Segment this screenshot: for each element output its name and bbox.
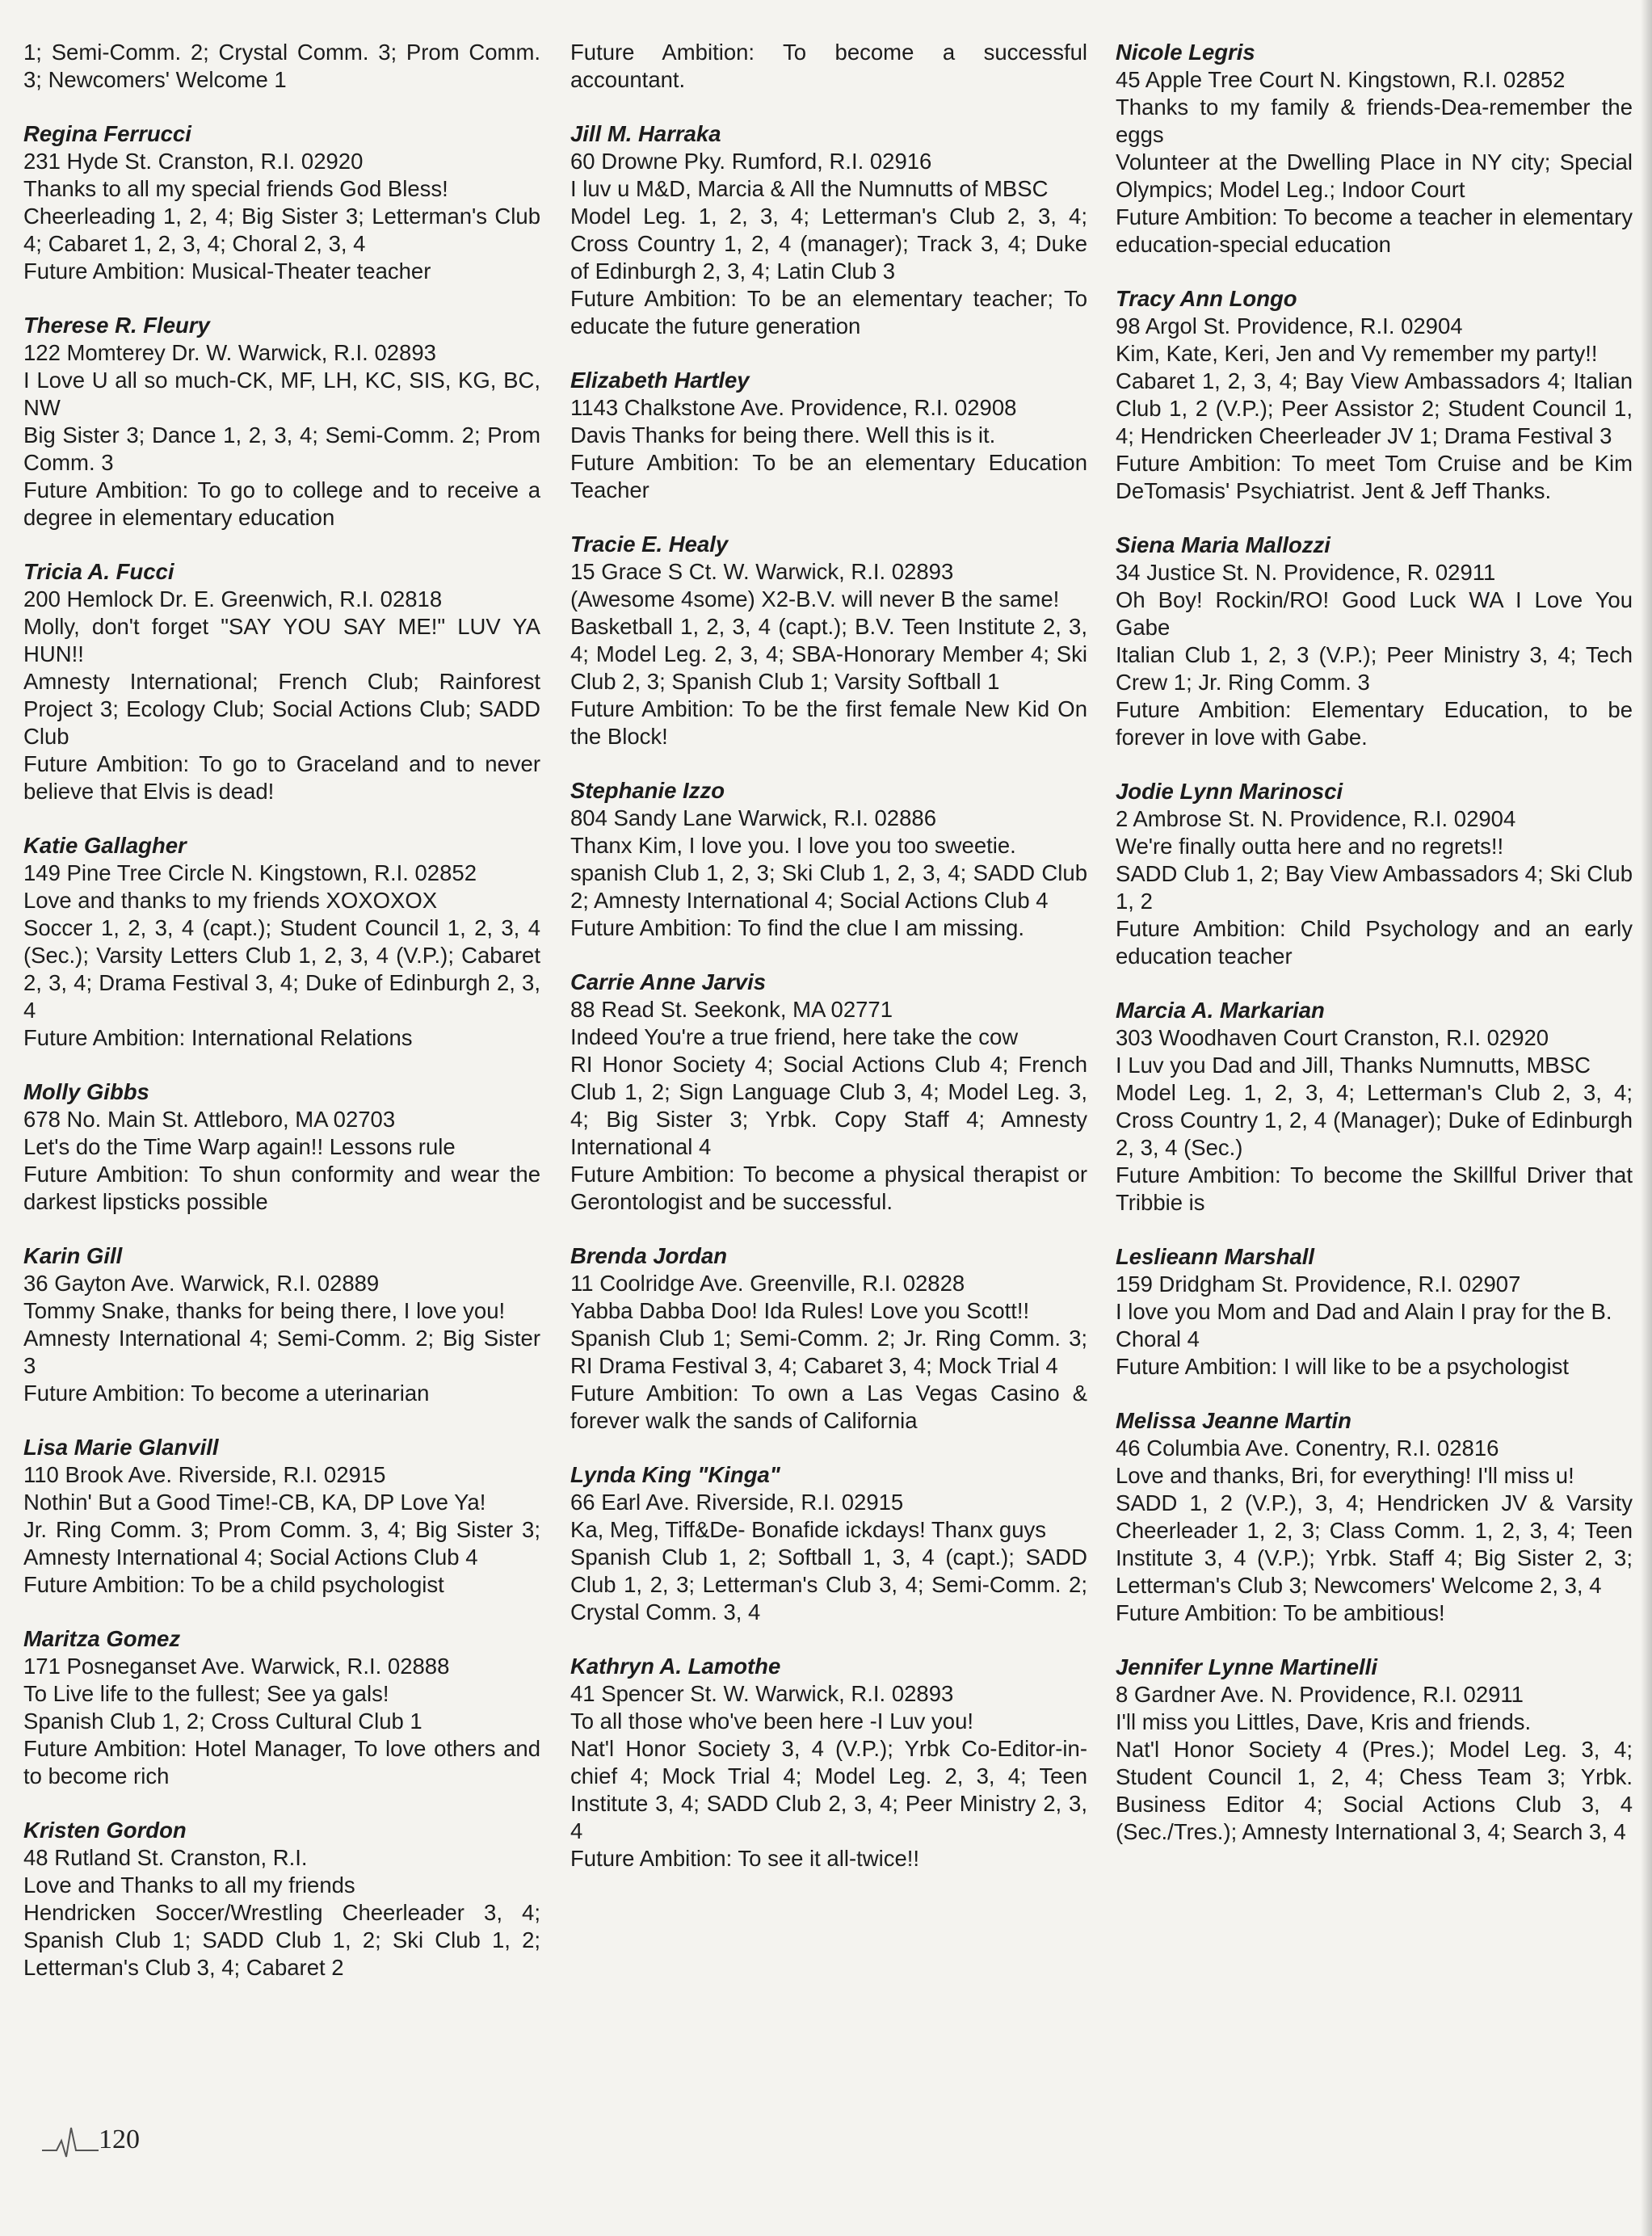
entry-line: I'll miss you Littles, Dave, Kris and friends. bbox=[1116, 1709, 1532, 1734]
entry-line: Love and Thanks to all my friends bbox=[23, 1872, 355, 1898]
senior-entry bbox=[570, 1461, 1087, 1626]
entry-line: Jr. Ring Comm. 3; Prom Comm. 3, 4; Big Sister 3; Amnesty International 4; Social Actions Club 4 bbox=[23, 1517, 540, 1570]
entry-line: Model Leg. 1, 2, 3, 4; Letterman's Club 2, 3, 4; Cross Country 1, 2, 4 (Manager); Duke of Edinburgh 2, 3, 4 (Sec.) bbox=[1116, 1080, 1633, 1160]
student-name: Karin Gill bbox=[23, 1243, 123, 1268]
senior-entry bbox=[23, 832, 540, 1052]
entry-line: Choral 4 bbox=[1116, 1326, 1200, 1351]
student-name: Lynda King "Kinga" bbox=[570, 1462, 780, 1487]
column-2 bbox=[570, 39, 1087, 1899]
entry-line: 34 Justice St. N. Providence, R. 02911 bbox=[1116, 560, 1496, 585]
column-3 bbox=[1116, 39, 1633, 1872]
senior-entry bbox=[570, 1653, 1087, 1872]
entry-line: RI Honor Society 4; Social Actions Club 4; French Club 1, 2; Sign Language Club 3, 4; Model Leg. 3, 4; Big Sister 3; Yrbk. Copy Staff 4; Amnesty International 4 bbox=[570, 1052, 1087, 1159]
entry-line: Volunteer at the Dwelling Place in NY city; Special Olympics; Model Leg.; Indoor Court bbox=[1116, 149, 1633, 202]
student-name: Stephanie Izzo bbox=[570, 778, 725, 803]
entry-line: Future Ambition: To be a child psychologist bbox=[23, 1572, 444, 1597]
entry-line: 678 No. Main St. Attleboro, MA 02703 bbox=[23, 1107, 396, 1132]
entry-line: Thanks to my family & friends-Dea-remember the eggs bbox=[1116, 95, 1633, 147]
student-name: Therese R. Fleury bbox=[23, 313, 210, 338]
column-1 bbox=[23, 39, 540, 2008]
entry-line: Future Ambition: To own a Las Vegas Casino & forever walk the sands of California bbox=[570, 1381, 1087, 1433]
entry-line: Future Ambition: To become a uterinarian bbox=[23, 1381, 430, 1406]
entry-line: 60 Drowne Pky. Rumford, R.I. 02916 bbox=[570, 149, 932, 174]
senior-entry bbox=[23, 558, 540, 805]
entry-line: Amnesty International 4; Semi-Comm. 2; Big Sister 3 bbox=[23, 1326, 540, 1378]
entry-line: Future Ambition: To be an elementary Education Teacher bbox=[570, 450, 1087, 502]
entry-line: 804 Sandy Lane Warwick, R.I. 02886 bbox=[570, 805, 936, 830]
entry-line: Model Leg. 1, 2, 3, 4; Letterman's Club 2, 3, 4; Cross Country 1, 2, 4 (manager); Track 3, 4; Duke of Edinburgh 2, 3, 4; Latin Club 3 bbox=[570, 204, 1087, 284]
senior-entry bbox=[23, 1625, 540, 1790]
entry-line: Future Ambition: Musical-Theater teacher bbox=[23, 258, 431, 284]
entry-line: I Luv you Dad and Jill, Thanks Numnutts, MBSC bbox=[1116, 1053, 1591, 1078]
student-name: Brenda Jordan bbox=[570, 1243, 728, 1268]
student-name: Kathryn A. Lamothe bbox=[570, 1654, 781, 1679]
senior-entry bbox=[570, 367, 1087, 504]
entry-line: 15 Grace S Ct. W. Warwick, R.I. 02893 bbox=[570, 559, 954, 584]
entry-line: Cabaret 1, 2, 3, 4; Bay View Ambassadors 4; Italian Club 1, 2 (V.P.); Peer Assistor 2; Student Council 1, 4; Hendricken Cheerleader JV 1; Drama Festival 3 bbox=[1116, 368, 1633, 448]
entry-line: Future Ambition: I will like to be a psychologist bbox=[1116, 1354, 1569, 1379]
entry-line: Molly, don't forget "SAY YOU SAY ME!" LUV YA HUN!! bbox=[23, 614, 540, 666]
entry-line: Nat'l Honor Society 3, 4 (V.P.); Yrbk Co-Editor-in-chief 4; Mock Trial 4; Model Leg. 2, 3, 4; Teen Institute 3, 4; SADD Club 2, 3, 4; Peer Ministry 2, 3, 4 bbox=[570, 1736, 1087, 1843]
entry-line: Love and thanks to my friends XOXOXOX bbox=[23, 888, 438, 913]
entry-line: Tommy Snake, thanks for being there, I love you! bbox=[23, 1298, 506, 1323]
entry-line: Future Ambition: Child Psychology and an early education teacher bbox=[1116, 916, 1633, 969]
student-name: Jennifer Lynne Martinelli bbox=[1116, 1654, 1377, 1679]
entry-line: Future Ambition: To become a teacher in elementary education-special education bbox=[1116, 204, 1633, 257]
entry-line: Future Ambition: To go to Graceland and to never believe that Elvis is dead! bbox=[23, 751, 540, 804]
entry-line: Future Ambition: To be ambitious! bbox=[1116, 1600, 1445, 1625]
senior-entry bbox=[570, 777, 1087, 942]
entry-line: Future Ambition: Elementary Education, to be forever in love with Gabe. bbox=[1116, 697, 1633, 750]
entry-line: Spanish Club 1, 2; Cross Cultural Club 1 bbox=[23, 1709, 422, 1734]
entry-line: Yabba Dabba Doo! Ida Rules! Love you Scott!! bbox=[570, 1298, 1030, 1323]
entry-line: Hendricken Soccer/Wrestling Cheerleader 3, 4; Spanish Club 1; SADD Club 1, 2; Ski Club 1, 2; Letterman's Club 3, 4; Cabaret 2 bbox=[23, 1900, 540, 1980]
entry-line: Kim, Kate, Keri, Jen and Vy remember my party!! bbox=[1116, 341, 1598, 366]
entry-line: 303 Woodhaven Court Cranston, R.I. 02920 bbox=[1116, 1025, 1549, 1050]
student-name: Molly Gibbs bbox=[23, 1079, 149, 1104]
student-name: Siena Maria Mallozzi bbox=[1116, 532, 1330, 557]
entry-line: 231 Hyde St. Cranston, R.I. 02920 bbox=[23, 149, 364, 174]
entry-line: 48 Rutland St. Cranston, R.I. bbox=[23, 1845, 308, 1870]
senior-entry bbox=[23, 312, 540, 532]
entry-line: SADD Club 1, 2; Bay View Ambassadors 4; Ski Club 1, 2 bbox=[1116, 861, 1633, 914]
entry-line: 122 Momterey Dr. W. Warwick, R.I. 02893 bbox=[23, 340, 436, 365]
entry-line: Amnesty International; French Club; Rainforest Project 3; Ecology Club; Social Actions Club; SADD Club bbox=[23, 669, 540, 749]
student-name: Tracie E. Healy bbox=[570, 532, 729, 557]
senior-entry bbox=[1116, 532, 1633, 751]
entry-line: Basketball 1, 2, 3, 4 (capt.); B.V. Teen Institute 2, 3, 4; Model Leg. 2, 3, 4; SBA-Honorary Member 4; Ski Club 2, 3; Spanish Club 1; Varsity Softball 1 bbox=[570, 614, 1087, 694]
entry-line: Cheerleading 1, 2, 4; Big Sister 3; Letterman's Club 4; Cabaret 1, 2, 3, 4; Choral 2, 3, 4 bbox=[23, 204, 540, 256]
entry-line: Soccer 1, 2, 3, 4 (capt.); Student Council 1, 2, 3, 4 (Sec.); Varsity Letters Club 1, 2, 3, 4 (V.P.); Cabaret 2, 3, 4; Drama Festival 3, 4; Duke of Edinburgh 2, 3, 4 bbox=[23, 915, 540, 1023]
student-name: Lisa Marie Glanvill bbox=[23, 1435, 219, 1460]
entry-line: To all those who've been here -I Luv you! bbox=[570, 1709, 974, 1734]
entry-line: We're finally outta here and no regrets!! bbox=[1116, 834, 1504, 859]
entry-line: Future Ambition: To become a physical therapist or Gerontologist and be successful. bbox=[570, 1162, 1087, 1214]
entry-line: 98 Argol St. Providence, R.I. 02904 bbox=[1116, 313, 1463, 338]
entry-line: Future Ambition: To be the first female New Kid On the Block! bbox=[570, 696, 1087, 749]
senior-entry bbox=[23, 39, 540, 94]
senior-entry bbox=[23, 120, 540, 285]
entry-line: 200 Hemlock Dr. E. Greenwich, R.I. 02818 bbox=[23, 586, 443, 612]
entry-line: 41 Spencer St. W. Warwick, R.I. 02893 bbox=[570, 1681, 954, 1706]
senior-entry bbox=[570, 531, 1087, 750]
senior-entry bbox=[23, 1434, 540, 1599]
entry-line: Nat'l Honor Society 4 (Pres.); Model Leg. 3, 4; Student Council 1, 2, 4; Chess Team 3; Yrbk. Business Editor 4; Social Actions Club 3, 4 (Sec./Tres.); Amnesty International 3, 4; Search 3, 4 bbox=[1116, 1737, 1633, 1844]
page-edge-shadow bbox=[1641, 0, 1652, 2236]
entry-line: Future Ambition: To shun conformity and wear the darkest lipsticks possible bbox=[23, 1162, 540, 1214]
senior-entry bbox=[570, 1242, 1087, 1435]
student-name: Carrie Anne Jarvis bbox=[570, 969, 767, 994]
student-name: Elizabeth Hartley bbox=[570, 368, 750, 393]
heartbeat-line-icon bbox=[42, 2120, 99, 2160]
entry-line: Nothin' But a Good Time!-CB, KA, DP Love Ya! bbox=[23, 1490, 486, 1515]
entry-line: (Awesome 4some) X2-B.V. will never B the same! bbox=[570, 586, 1060, 612]
entry-line: Indeed You're a true friend, here take the cow bbox=[570, 1024, 1019, 1049]
entry-line: 2 Ambrose St. N. Providence, R.I. 02904 bbox=[1116, 806, 1516, 831]
entry-line: 11 Coolridge Ave. Greenville, R.I. 02828 bbox=[570, 1271, 965, 1296]
entry-line: Thanks to all my special friends God Bless! bbox=[23, 176, 448, 201]
entry-line: Future Ambition: Hotel Manager, To love others and to become rich bbox=[23, 1736, 540, 1788]
entry-line: Future Ambition: To find the clue I am missing. bbox=[570, 915, 1024, 940]
entry-line: 171 Posneganset Ave. Warwick, R.I. 02888 bbox=[23, 1654, 450, 1679]
entry-line: SADD 1, 2 (V.P.), 3, 4; Hendricken JV & Varsity Cheerleader 1, 2, 3; Class Comm. 1, 2, 3, 4; Teen Institute 3, 4 (V.P.); Yrbk. Staff 4; Big Sister 2, 3; Letterman's Club 3; Newcomers' Welcome 2, 3, 4 bbox=[1116, 1490, 1633, 1598]
entry-line: 66 Earl Ave. Riverside, R.I. 02915 bbox=[570, 1490, 904, 1515]
entry-line: Ka, Meg, Tiff&De- Bonafide ickdays! Thanx guys bbox=[570, 1517, 1047, 1542]
entry-line: Future Ambition: International Relations bbox=[23, 1025, 413, 1050]
entry-line: 149 Pine Tree Circle N. Kingstown, R.I. 02852 bbox=[23, 860, 477, 885]
entry-line: Future Ambition: To be an elementary teacher; To educate the future generation bbox=[570, 286, 1087, 338]
senior-entry bbox=[1116, 39, 1633, 258]
student-name: Jodie Lynn Marinosci bbox=[1116, 779, 1343, 804]
senior-entry bbox=[23, 1242, 540, 1407]
entry-line: 1; Semi-Comm. 2; Crystal Comm. 3; Prom Comm. 3; Newcomers' Welcome 1 bbox=[23, 40, 540, 92]
entry-line: I luv u M&D, Marcia & All the Numnutts of MBSC bbox=[570, 176, 1049, 201]
entry-line: 36 Gayton Ave. Warwick, R.I. 02889 bbox=[23, 1271, 380, 1296]
entry-line: Love and thanks, Bri, for everything! I'll miss u! bbox=[1116, 1463, 1574, 1488]
entry-line: Future Ambition: To see it all-twice!! bbox=[570, 1846, 920, 1871]
senior-entry bbox=[570, 39, 1087, 94]
student-name: Nicole Legris bbox=[1116, 40, 1255, 65]
page-number-block bbox=[42, 2120, 140, 2160]
senior-entry bbox=[23, 1078, 540, 1216]
entry-line: Spanish Club 1, 2; Softball 1, 3, 4 (capt.); SADD Club 1, 2, 3; Letterman's Club 3, 4; Semi-Comm. 2; Crystal Comm. 3, 4 bbox=[570, 1545, 1087, 1624]
entry-line: spanish Club 1, 2, 3; Ski Club 1, 2, 3, 4; SADD Club 2; Amnesty International 4; Social Actions Club 4 bbox=[570, 860, 1087, 913]
entry-line: 110 Brook Ave. Riverside, R.I. 02915 bbox=[23, 1462, 386, 1487]
entry-line: Let's do the Time Warp again!! Lessons rule bbox=[23, 1134, 456, 1159]
senior-entry bbox=[1116, 997, 1633, 1217]
entry-line: 45 Apple Tree Court N. Kingstown, R.I. 02852 bbox=[1116, 67, 1566, 92]
student-name: Regina Ferrucci bbox=[23, 121, 191, 146]
entry-line: 46 Columbia Ave. Conentry, R.I. 02816 bbox=[1116, 1435, 1499, 1461]
entry-line: To Live life to the fullest; See ya gals! bbox=[23, 1681, 389, 1706]
senior-entry bbox=[570, 969, 1087, 1216]
student-name: Maritza Gomez bbox=[23, 1626, 181, 1651]
senior-entry bbox=[1116, 1407, 1633, 1627]
senior-entry bbox=[1116, 1243, 1633, 1381]
entry-line: I Love U all so much-CK, MF, LH, KC, SIS, KG, BC, NW bbox=[23, 368, 540, 420]
entry-line: Future Ambition: To meet Tom Cruise and be Kim DeTomasis' Psychiatrist. Jent & Jeff Thanks. bbox=[1116, 451, 1633, 503]
student-name: Leslieann Marshall bbox=[1116, 1244, 1315, 1269]
student-name: Tracy Ann Longo bbox=[1116, 286, 1297, 311]
page-number: 120 bbox=[99, 2125, 140, 2154]
senior-entry bbox=[1116, 1654, 1633, 1846]
entry-line: Future Ambition: To become the Skillful Driver that Tribbie is bbox=[1116, 1162, 1633, 1215]
entry-line: 159 Dridgham St. Providence, R.I. 02907 bbox=[1116, 1271, 1521, 1297]
entry-line: Future Ambition: To go to college and to receive a degree in elementary education bbox=[23, 477, 540, 530]
entry-line: Davis Thanks for being there. Well this is it. bbox=[570, 422, 996, 448]
student-name: Jill M. Harraka bbox=[570, 121, 721, 146]
entry-line: 88 Read St. Seekonk, MA 02771 bbox=[570, 997, 893, 1022]
senior-entry bbox=[570, 120, 1087, 340]
entry-line: Spanish Club 1; Semi-Comm. 2; Jr. Ring Comm. 3; RI Drama Festival 3, 4; Cabaret 3, 4; Mock Trial 4 bbox=[570, 1326, 1087, 1378]
entry-line: 8 Gardner Ave. N. Providence, R.I. 02911 bbox=[1116, 1682, 1524, 1707]
entry-line: Italian Club 1, 2, 3 (V.P.); Peer Ministry 3, 4; Tech Crew 1; Jr. Ring Comm. 3 bbox=[1116, 642, 1633, 695]
entry-line: Thanx Kim, I love you. I love you too sweetie. bbox=[570, 833, 1016, 858]
entry-line: 1143 Chalkstone Ave. Providence, R.I. 02908 bbox=[570, 395, 1017, 420]
student-name: Marcia A. Markarian bbox=[1116, 998, 1325, 1023]
student-name: Katie Gallagher bbox=[23, 833, 187, 858]
senior-entry bbox=[1116, 778, 1633, 970]
entry-line: Oh Boy! Rockin/RO! Good Luck WA I Love You Gabe bbox=[1116, 587, 1633, 640]
entry-line: Future Ambition: To become a successful accountant. bbox=[570, 40, 1087, 92]
student-name: Tricia A. Fucci bbox=[23, 559, 174, 584]
senior-entry bbox=[23, 1817, 540, 1982]
entry-line: Big Sister 3; Dance 1, 2, 3, 4; Semi-Comm. 2; Prom Comm. 3 bbox=[23, 422, 540, 475]
entry-line: I love you Mom and Dad and Alain I pray for the B. bbox=[1116, 1299, 1612, 1324]
student-name: Melissa Jeanne Martin bbox=[1116, 1408, 1351, 1433]
student-name: Kristen Gordon bbox=[23, 1818, 187, 1843]
senior-entry bbox=[1116, 285, 1633, 505]
